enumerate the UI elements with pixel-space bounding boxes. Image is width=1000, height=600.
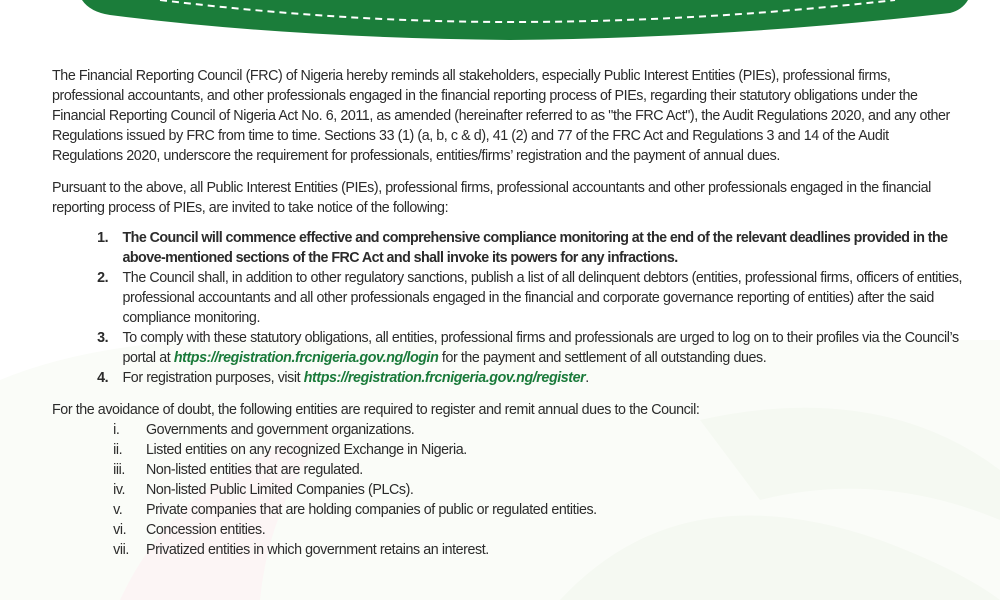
entity-numeral: vi.: [113, 521, 127, 538]
entity-item: [52, 520, 907, 540]
notice-text-before: For registration purposes, visit: [122, 369, 304, 386]
document-body: [52, 66, 963, 560]
entity-text: Listed entities on any recognized Exchange in Nigeria.: [146, 441, 467, 458]
entity-text: Concession entities.: [146, 521, 266, 538]
notice-text: The Council will commence effective and comprehensive compliance monitoring at the end of the relevant deadlines provided in the above-mentioned sections of the FRC Act and shall invoke its powers for any infractions.: [122, 229, 948, 266]
notice-text: The Council shall, in addition to other regulatory sanctions, publish a list of all delinquent debtors (entities, professional firms, officers of entities, professional accountants and all other professionals engaged in the financial and corporate governance reporting of entities) after the said compliance monitoring.: [122, 269, 963, 326]
entity-item: [52, 480, 907, 500]
avoidance-paragraph: For the avoidance of doubt, the following entities are required to register and remit annual dues to the Council:: [52, 401, 700, 418]
entity-numeral: vii.: [113, 541, 129, 558]
entity-item: [52, 420, 907, 440]
entity-text: Non-listed Public Limited Companies (PLCs).: [146, 481, 414, 498]
entity-text: Private companies that are holding companies of public or regulated entities.: [146, 501, 597, 518]
notice-number: 2.: [97, 269, 109, 286]
notice-list: [52, 228, 963, 388]
intro-paragraph: The Financial Reporting Council (FRC) of Nigeria hereby reminds all stakeholders, especially Public Interest Entities (PIEs), professional firms, professional accountants, and other professionals engaged in the financial reporting process of PIEs, regarding their statutory obligations under the Financial Reporting Council of Nigeria Act No. 6, 2011, as amended (hereinafter referred to as "the FRC Act"), the Audit Regulations 2020, and any other Regulations issued by FRC from time to time. Sections 33 (1) (a, b, c & d), 41 (2) and 77 of the FRC Act and Regulations 3 and 14 of the Audit Regulations 2020, underscore the requirement for professionals, entities/firms’ registration and the payment of annual dues.: [52, 67, 950, 164]
header-banner: [0, 0, 1000, 45]
notice-text-before: To comply with these statutory obligations, all entities, professional firms and professionals are urged to log on to their profiles via the Council’s portal at: [122, 329, 959, 366]
entity-text: Non-listed entities that are regulated.: [146, 461, 363, 478]
pursuant-paragraph: Pursuant to the above, all Public Interest Entities (PIEs), professional firms, professional accountants and other professionals engaged in the financial reporting process of PIEs, are invited to take notice of the following:: [52, 179, 931, 216]
entity-text: Privatized entities in which government retains an interest.: [146, 541, 489, 558]
entity-numeral: i.: [113, 421, 120, 438]
notice-text-after: .: [585, 369, 589, 386]
entity-numeral: iii.: [113, 461, 125, 478]
notice-item: [52, 368, 973, 388]
notice-text: [123, 329, 959, 366]
entity-list: [52, 420, 907, 560]
notice-number: 1.: [97, 229, 109, 246]
register-portal-link[interactable]: https://registration.frcnigeria.gov.ng/register: [303, 369, 586, 386]
notice-item: [52, 228, 973, 268]
entity-numeral: iv.: [113, 481, 126, 498]
entity-item: [52, 540, 907, 560]
entity-item: [52, 440, 907, 460]
login-portal-link[interactable]: https://registration.frcnigeria.gov.ng/login: [173, 349, 439, 366]
notice-text-after: for the payment and settlement of all outstanding dues.: [438, 349, 767, 366]
entity-text: Governments and government organizations.: [146, 421, 415, 438]
entity-numeral: ii.: [113, 441, 123, 458]
notice-number: 4.: [97, 369, 109, 386]
notice-item: [52, 328, 973, 368]
entity-item: [52, 500, 907, 520]
notice-item: [52, 268, 973, 328]
entity-item: [52, 460, 907, 480]
notice-text: [123, 369, 589, 386]
entity-numeral: v.: [113, 501, 123, 518]
notice-number: 3.: [97, 329, 109, 346]
